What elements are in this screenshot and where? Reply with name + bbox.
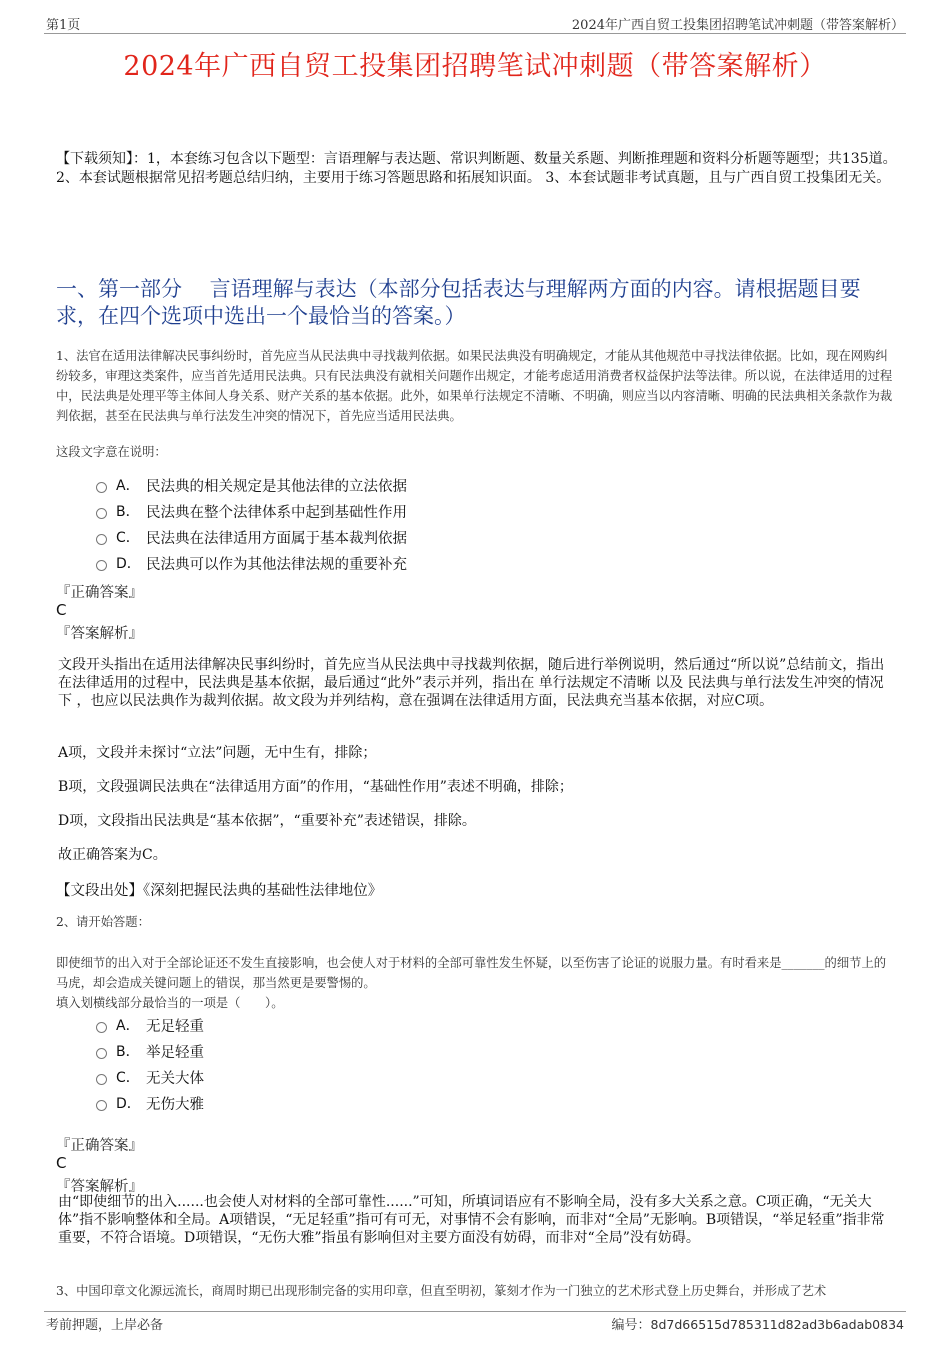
analysis-line-d: D项，文段指出民法典是“基本依据”，“重要补充”表述错误，排除。 — [58, 813, 476, 829]
option-d[interactable]: D． 无伤大雅 — [96, 1090, 204, 1116]
correct-answer-label: 『正确答案』 — [56, 1138, 143, 1154]
correct-answer-label: 『正确答案』 — [56, 585, 143, 601]
analysis-paragraph: 由“即使细节的出入......也会使人对材料的全部可靠性......”可知，所填词语应有不影响全局，没有多大关系之意。C项正确，“无关大体”指不影响整体和全局。A项错误，“无足轻重”指可有可无，对事情不会有影响，而非对“全局”无影响。B项错误，“举足轻重”指非常重要，不符合语境。D项错误，“无伤大雅”指虽有影响但对主要方面没有妨碍，而非对“全局”没有妨碍。 — [58, 1194, 885, 1246]
question-3-stem: 3、中国印章文化源远流长，商周时期已出现形制完备的实用印章，但直至明初，篆刻才作为一门独立的艺术形式登上历史舞台，并形成了艺术 — [56, 1284, 827, 1298]
analysis-paragraph: 文段开头指出在适用法律解决民事纠纷时，首先应当从民法典中寻找裁判依据，随后进行举例说明，然后通过“所以说”总结前文，指出在法律适用的过程中，民法典是基本依据，最后通过“此外”表示并列，指出在 单行法规定不清晰 以及 民法典与单行法发生冲突的情况下 ，也应以民法典作为裁判依据。故文段为并列结构，意在强调在法律适用方面，民法典充当基本依据，对应C项。 — [58, 657, 885, 709]
footer-divider — [44, 1311, 906, 1312]
analysis-conclusion: 故正确答案为C。 — [58, 847, 167, 863]
radio-icon[interactable] — [96, 1048, 107, 1059]
section-heading: 一、第一部分 言语理解与表达（本部分包括表达与理解两方面的内容。请根据题目要求，在四个选项中选出一个最恰当的答案。） — [56, 277, 861, 328]
question-2-options — [96, 1012, 204, 1116]
page-number: 第1页 — [46, 18, 81, 33]
question-2-prompt: 填入划横线部分最恰当的一项是（ ）。 — [56, 996, 284, 1010]
running-title: 2024年广西自贸工投集团招聘笔试冲刺题（带答案解析） — [571, 18, 904, 33]
option-d[interactable]: D． 民法典可以作为其他法律法规的重要补充 — [96, 550, 407, 576]
option-b[interactable]: B． 民法典在整个法律体系中起到基础性作用 — [96, 498, 407, 524]
radio-icon[interactable] — [96, 508, 107, 519]
option-c[interactable]: C． 民法典在法律适用方面属于基本裁判依据 — [96, 524, 407, 550]
option-a[interactable]: A． 民法典的相关规定是其他法律的立法依据 — [96, 472, 407, 498]
document-code: 编号：8d7d66515d785311d82ad3b6adab0834 — [611, 1317, 904, 1333]
header-divider — [44, 33, 906, 34]
option-c[interactable]: C． 无关大体 — [96, 1064, 204, 1090]
question-1-stem: 1、法官在适用法律解决民事纠纷时，首先应当从民法典中寻找裁判依据。如果民法典没有明确规定，才能从其他规范中寻找法律依据。比如，现在网购纠纷较多，审理这类案件，应当首先适用民法典。只有民法典没有就相关问题作出规定，才能考虑适用消费者权益保护法等法律。所以说，在法律适用的过程中，民法典是处理平等主体间人身关系、财产关系的基本依据。此外，如果单行法规定不清晰、不明确，则应当以内容清晰、明确的民法典相关条款作为裁判依据，甚至在民法典与单行法发生冲突的情况下，首先应当适用民法典。 — [56, 349, 893, 423]
radio-icon[interactable] — [96, 482, 107, 493]
passage-source: 【文段出处】《深刻把握民法典的基础性法律地位》 — [56, 883, 383, 899]
option-b[interactable]: B． 举足轻重 — [96, 1038, 204, 1064]
analysis-line-a: A项，文段并未探讨“立法”问题，无中生有，排除； — [58, 745, 377, 761]
correct-answer: C — [56, 601, 67, 619]
question-2-intro: 2、请开始答题： — [56, 915, 150, 929]
page-title: 2024年广西自贸工投集团招聘笔试冲刺题（带答案解析） — [123, 51, 827, 82]
radio-icon[interactable] — [96, 1022, 107, 1033]
footer-slogan: 考前押题，上岸必备 — [46, 1318, 164, 1333]
analysis-label: 『答案解析』 — [56, 1179, 143, 1195]
question-2-stem: 即使细节的出入对于全部论证还不发生直接影响，也会使人对于材料的全部可靠性发生怀疑，以至伤害了论证的说服力量。有时看来是_______的细节上的马虎，却会造成关键问题上的错误，那当然更是要警惕的。 — [56, 956, 887, 990]
correct-answer: C — [56, 1154, 67, 1172]
download-notice: 【下载须知】：1，本套练习包含以下题型：言语理解与表达题、常识判断题、数量关系题、判断推理题和资料分析题等题型；共135道。 2、本套试题根据常见招考题总结归纳，主要用于练习答题思路和拓展知识面。 3、本套试题非考试真题，且与广西自贸工投集团无关。 — [56, 151, 897, 186]
radio-icon[interactable] — [96, 1100, 107, 1111]
option-a[interactable]: A． 无足轻重 — [96, 1012, 204, 1038]
radio-icon[interactable] — [96, 1074, 107, 1085]
question-1-options — [96, 472, 407, 576]
radio-icon[interactable] — [96, 534, 107, 545]
question-1-prompt: 这段文字意在说明： — [56, 445, 167, 459]
analysis-label: 『答案解析』 — [56, 626, 143, 642]
radio-icon[interactable] — [96, 560, 107, 571]
analysis-line-b: B项，文段强调民法典在“法律适用方面”的作用，“基础性作用”表述不明确，排除； — [58, 779, 573, 795]
